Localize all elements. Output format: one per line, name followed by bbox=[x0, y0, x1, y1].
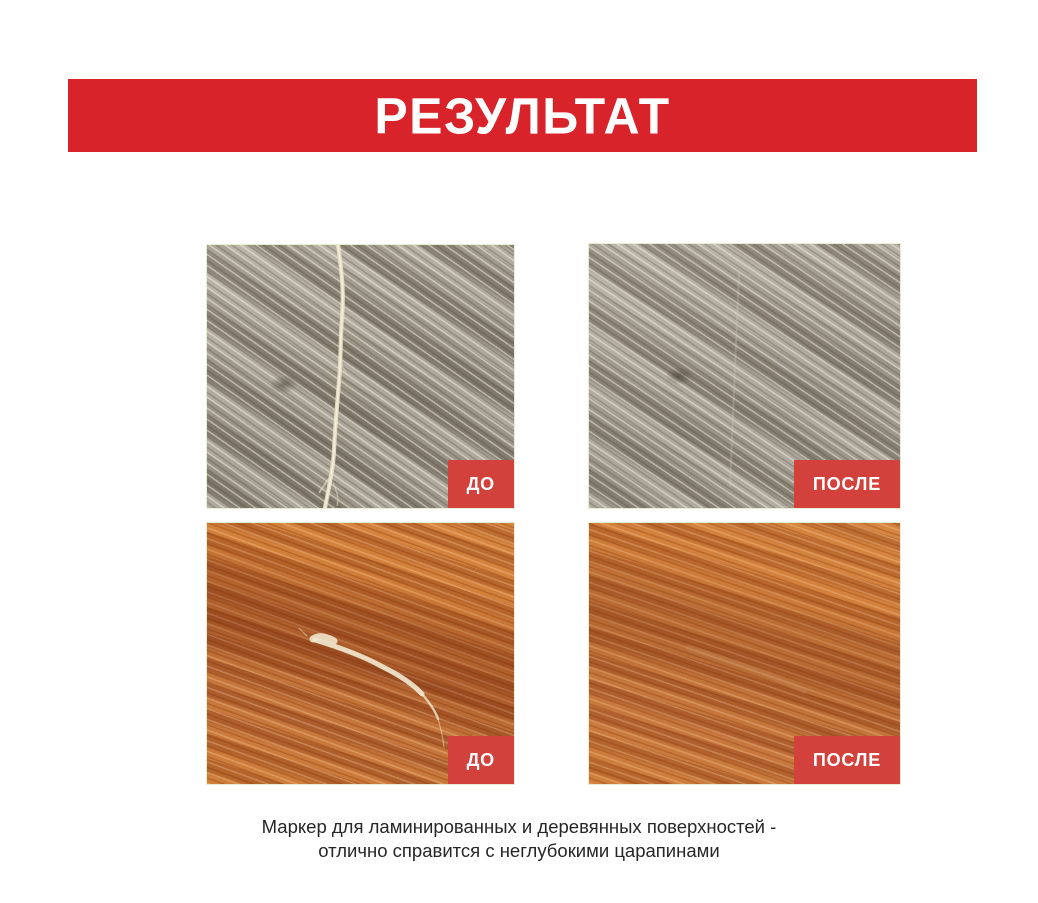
after-badge: ПОСЛЕ bbox=[794, 460, 900, 508]
photo-wood-after bbox=[589, 523, 900, 784]
caption-line-1: Маркер для ламинированных и деревянных поверхностей - bbox=[261, 815, 777, 837]
photo-laminate-after bbox=[589, 244, 900, 508]
before-badge: ДО bbox=[448, 460, 514, 508]
header-banner bbox=[68, 79, 977, 152]
page-title: РЕЗУЛЬТАТ bbox=[374, 86, 671, 145]
after-badge: ПОСЛЕ bbox=[794, 736, 900, 784]
caption-line-2: отлично справится с неглубокими царапинами bbox=[318, 839, 720, 861]
photo-laminate-before bbox=[207, 245, 514, 508]
product-caption bbox=[0, 815, 1038, 863]
photo-wood-before bbox=[207, 523, 514, 784]
before-badge: ДО bbox=[448, 736, 514, 784]
